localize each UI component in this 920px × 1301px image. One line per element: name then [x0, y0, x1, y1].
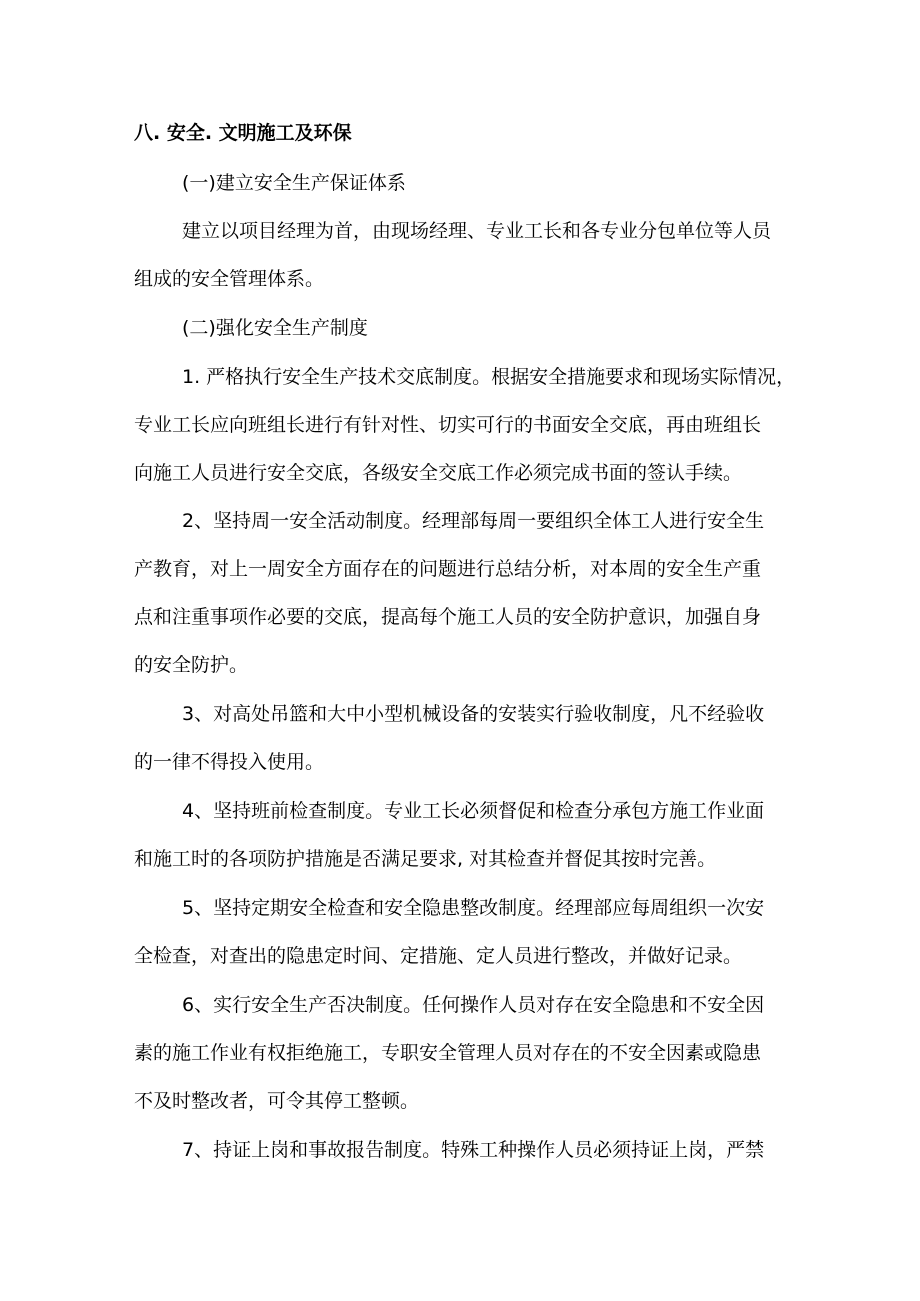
item-1-line: 1. 严格执行安全生产技术交底制度。根据安全措施要求和现场实际情况，	[182, 366, 796, 388]
item-2-line: 的安全防护。	[134, 654, 249, 676]
item-6-line: 6、实行安全生产否决制度。任何操作人员对存在安全隐患和不安全因	[182, 994, 765, 1016]
paragraph-line: 组成的安全管理体系。	[134, 268, 325, 290]
item-2-line: 产教育，对上一周安全方面存在的问题进行总结分析，对本周的安全生产重	[134, 558, 762, 580]
paragraph-line: 建立以项目经理为首，由现场经理、专业工长和各专业分包单位等人员	[182, 220, 772, 242]
item-5-line: 全检查，对查出的隐患定时间、定措施、定人员进行整改，并做好记录。	[134, 945, 743, 967]
item-2-line: 2、坚持周一安全活动制度。经理部每周一要组织全体工人进行安全生	[182, 510, 765, 532]
section-heading: 八. 安全. 文明施工及环保	[134, 122, 352, 144]
item-1-line: 专业工长应向班组长进行有针对性、切实可行的书面安全交底，再由班组长	[134, 414, 762, 436]
item-6-line: 素的施工作业有权拒绝施工，专职安全管理人员对存在的不安全因素或隐患	[134, 1042, 762, 1064]
item-3-line: 的一律不得投入使用。	[134, 751, 325, 773]
item-6-line: 不及时整改者，可令其停工整顿。	[134, 1090, 420, 1112]
item-7-line: 7、持证上岗和事故报告制度。特殊工种操作人员必须持证上岗，严禁	[182, 1139, 765, 1161]
item-4-line: 和施工时的各项防护措施是否满足要求, 对其检查并督促其按时完善。	[134, 848, 717, 870]
item-3-line: 3、对高处吊篮和大中小型机械设备的安装实行验收制度，凡不经验收	[182, 703, 765, 725]
item-5-line: 5、坚持定期安全检查和安全隐患整改制度。经理部应每周组织一次安	[182, 897, 765, 919]
item-4-line: 4、坚持班前检查制度。专业工长必须督促和检查分承包方施工作业面	[182, 800, 765, 822]
subheading-safety-system: (一)建立安全生产保证体系	[182, 172, 406, 194]
item-2-line: 点和注重事项作必要的交底，提高每个施工人员的安全防护意识，加强自身	[134, 606, 762, 628]
subheading-safety-regulation: (二)强化安全生产制度	[182, 317, 368, 339]
item-1-line: 向施工人员进行安全交底，各级安全交底工作必须完成书面的签认手续。	[134, 462, 743, 484]
